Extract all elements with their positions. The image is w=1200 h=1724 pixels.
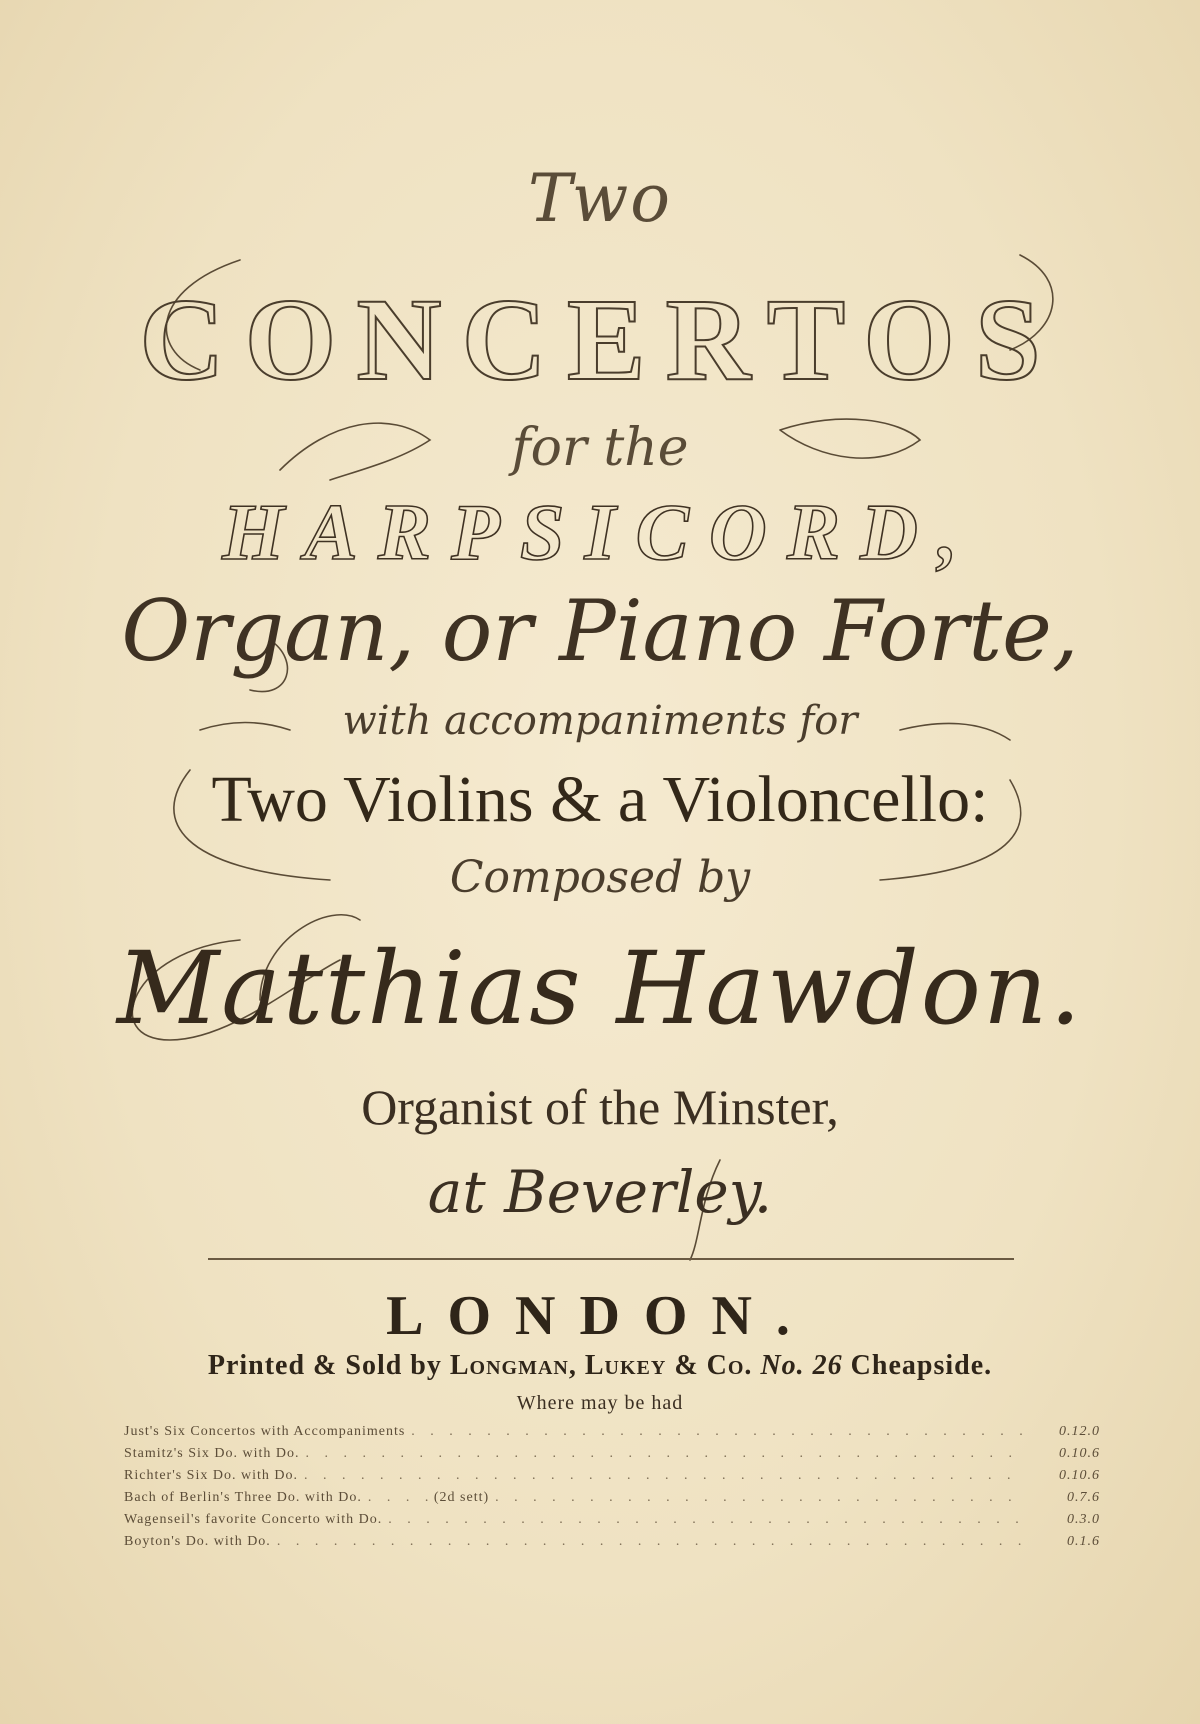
leader-dots	[277, 1534, 1022, 1550]
catalogue-price: 0.7.6	[1067, 1490, 1100, 1505]
catalogue-title: Wagenseil's favorite Concerto with Do.	[124, 1512, 383, 1527]
list-item	[124, 1512, 1100, 1534]
list-item	[124, 1490, 1100, 1512]
composer-place: at Beverley.	[427, 1158, 773, 1226]
catalogue-heading: Where may be had	[516, 1392, 684, 1414]
catalogue-price: 0.1.6	[1067, 1534, 1100, 1549]
catalogue-note: (2d sett)	[433, 1490, 490, 1505]
catalogue-title: Boyton's Do. with Do.	[124, 1534, 271, 1549]
title-work: CONCERTOS	[139, 274, 1061, 405]
leader-dots	[495, 1490, 1022, 1506]
title-alternatives: Organ, or Piano Forte,	[121, 582, 1079, 680]
leader-dots	[411, 1424, 1022, 1440]
leader-dots	[304, 1468, 1022, 1484]
catalogue-title: Stamitz's Six Do. with Do.	[124, 1446, 300, 1461]
leader-dots	[368, 1490, 428, 1506]
imprint-line	[0, 1350, 1200, 1382]
catalogue-list	[124, 1424, 1100, 1556]
imprint-number: No. 26	[760, 1350, 843, 1381]
divider-rule	[208, 1258, 1014, 1260]
catalogue-title: Bach of Berlin's Three Do. with Do.	[124, 1490, 362, 1505]
catalogue-price: 0.3.0	[1067, 1512, 1100, 1527]
title-accompaniment: with accompaniments for	[342, 698, 858, 744]
title-number: Two	[528, 160, 672, 237]
catalogue-price: 0.12.0	[1059, 1424, 1100, 1439]
composer-post: Organist of the Minster,	[361, 1079, 839, 1135]
leader-dots	[306, 1446, 1022, 1462]
imprint-publisher: Longman, Lukey & Co.	[449, 1350, 753, 1381]
composer-name: Matthias Hawdon.	[116, 930, 1084, 1047]
catalogue-title: Just's Six Concertos with Accompaniments	[124, 1424, 406, 1439]
catalogue-title: Richter's Six Do. with Do.	[124, 1468, 298, 1483]
title-instrument: HARPSICORD,	[222, 489, 978, 577]
imprint-prefix: Printed & Sold by	[207, 1350, 442, 1381]
catalogue-price: 0.10.6	[1059, 1446, 1100, 1461]
list-item	[124, 1446, 1100, 1468]
title-for-the: for the	[511, 418, 689, 478]
composed-by: Composed by	[449, 852, 751, 903]
list-item	[124, 1424, 1100, 1446]
imprint-street: Cheapside.	[850, 1350, 993, 1381]
list-item	[124, 1534, 1100, 1556]
title-parts: Two Violins & a Violoncello:	[211, 763, 989, 836]
imprint-city: LONDON.	[386, 1285, 814, 1347]
list-item	[124, 1468, 1100, 1490]
catalogue-price: 0.10.6	[1059, 1468, 1100, 1483]
leader-dots	[388, 1512, 1022, 1528]
